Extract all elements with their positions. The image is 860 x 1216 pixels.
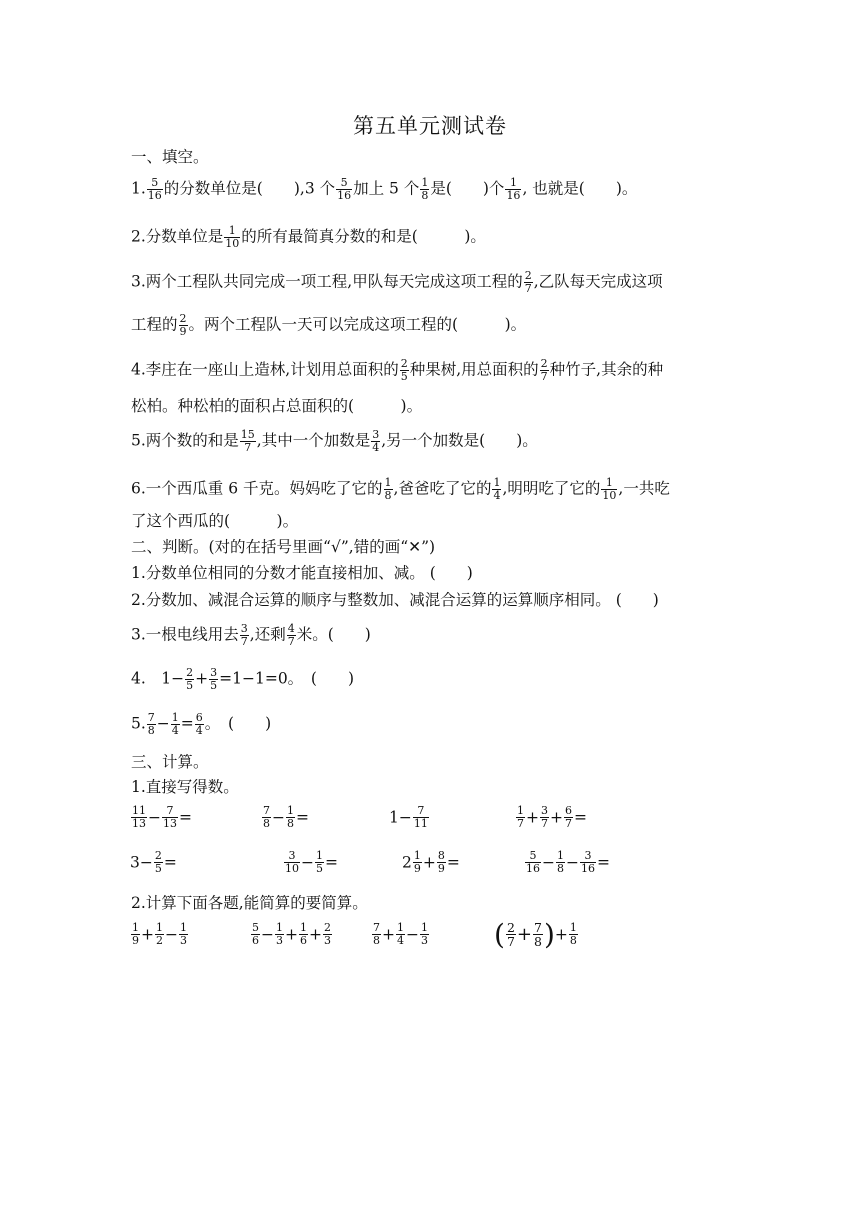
fraction: $\frac{1}{3}$ — [276, 921, 283, 947]
section-judge-heading: 二、判断。(对的在括号里画“√”,错的画“✕”) — [131, 538, 436, 556]
fraction: $\frac{3}{16}$ — [581, 849, 595, 875]
quick-calc-1: $\frac{11}{13}$ − $\frac{7}{13}$ = — [132, 804, 192, 830]
fraction: $\frac{6}{7}$ — [565, 804, 572, 830]
fill-question-6: 6.一个西瓜重 6 千克。妈妈吃了它的 $\frac{1}{8}$ ,爸爸吃了它的 $\frac{1}{4}$ ,明明吃了它的 $\frac{1}{10}$ ,一共吃 — [131, 476, 670, 502]
fraction: $\frac{1}{8}$ — [569, 921, 577, 947]
judge-question-2: 2.分数加、减混合运算的顺序与整数加、减混合运算的运算顺序相同。 ( ) — [131, 591, 659, 609]
fraction: $\frac{2}{3}$ — [324, 921, 331, 947]
fraction: $\frac{7}{13}$ — [163, 804, 177, 830]
fraction: $\frac{2}{5}$ — [154, 849, 162, 875]
judge-question-3: 3.一根电线用去 $\frac{3}{7}$ ,还剩 $\frac{4}{7}$ 米。( ) — [131, 622, 371, 648]
quick-calc-8: $\frac{5}{16}$ − $\frac{1}{8}$ − $\frac{3}{16}$ = — [526, 849, 610, 875]
quick-calc-7: 2 $\frac{1}{9}$ + $\frac{8}{9}$ = — [402, 849, 460, 875]
section-calc-heading: 三、计算。 — [131, 753, 209, 771]
fraction: $\frac{3}{10}$ — [285, 849, 299, 875]
fraction: $\frac{7}{8}$ — [147, 711, 155, 737]
fraction: $\frac{8}{9}$ — [437, 849, 445, 875]
judge-question-4: 4. 1− $\frac{2}{5}$ + $\frac{3}{5}$ =1−1=0。 ( ) — [131, 666, 355, 692]
fraction: $\frac{1}{2}$ — [156, 921, 163, 947]
fill-question-3-cont: 工程的 $\frac{2}{9}$ 。两个工程队一天可以完成这项工程的( )。 — [131, 312, 527, 338]
compute-2: $\frac{5}{6}$ − $\frac{1}{3}$ + $\frac{1}{6}$ + $\frac{2}{3}$ — [252, 921, 331, 947]
fraction: $\frac{3}{7}$ — [240, 622, 248, 648]
fraction: $\frac{5}{16}$ — [337, 176, 352, 202]
fraction: $\frac{5}{16}$ — [147, 176, 162, 202]
fraction: $\frac{1}{10}$ — [225, 224, 240, 250]
fraction: $\frac{1}{10}$ — [602, 476, 617, 502]
quick-calc-5: 3− $\frac{2}{5}$ = — [130, 849, 177, 875]
fraction: $\frac{1}{7}$ — [517, 804, 524, 830]
fraction: $\frac{1}{8}$ — [557, 849, 564, 875]
fraction: $\frac{1}{4}$ — [397, 921, 404, 947]
fraction: $\frac{7}{11}$ — [413, 804, 428, 830]
judge-question-1: 1.分数单位相同的分数才能直接相加、减。 ( ) — [131, 564, 473, 582]
fraction: $\frac{1}{6}$ — [300, 921, 307, 947]
quick-calc-2: $\frac{7}{8}$ − $\frac{1}{8}$ = — [263, 804, 309, 830]
fraction: $\frac{15}{7}$ — [240, 428, 255, 454]
fill-question-1: 1. $\frac{5}{16}$ 的分数单位是( ),3 个 $\frac{5}{16}$ 加上 5 个 $\frac{1}{8}$ 是( )个 $\frac{1}{16}$ , 也就是( )。 — [131, 176, 638, 202]
fraction: $\frac{2}{7}$ — [524, 269, 532, 295]
fraction: $\frac{2}{9}$ — [179, 312, 187, 338]
fraction: $\frac{2}{5}$ — [186, 666, 194, 692]
fraction: $\frac{7}{8}$ — [263, 804, 270, 830]
fill-question-6-cont: 了这个西瓜的( )。 — [131, 512, 299, 530]
fill-question-4: 4.李庄在一座山上造林,计划用总面积的 $\frac{2}{5}$ 种果树,用总面积的 $\frac{2}{7}$ 种竹子,其余的种 — [131, 357, 664, 383]
fraction: $\frac{1}{9}$ — [413, 849, 421, 875]
fraction: $\frac{5}{16}$ — [526, 849, 540, 875]
fill-question-2: 2.分数单位是 $\frac{1}{10}$ 的所有最简真分数的和是( )。 — [131, 224, 486, 250]
fraction: $\frac{1}{8}$ — [287, 804, 294, 830]
compute-1: $\frac{1}{9}$ + $\frac{1}{2}$ − $\frac{1}{3}$ — [132, 921, 187, 947]
quick-calc-6: $\frac{3}{10}$ − $\frac{1}{5}$ = — [285, 849, 338, 875]
compute-4: ( $\frac{2}{7}$ + $\frac{7}{8}$ )+ $\frac{1}{8}$ — [494, 918, 577, 951]
fraction: $\frac{1}{8}$ — [421, 176, 429, 202]
quick-calc-4: $\frac{1}{7}$ + $\frac{3}{7}$ + $\frac{6}{7}$ = — [517, 804, 587, 830]
section-fill-heading: 一、填空。 — [131, 148, 209, 166]
page-title: 第五单元测试卷 — [353, 114, 507, 138]
judge-question-5: 5. $\frac{7}{8}$ − $\frac{1}{4}$ = $\frac{6}{4}$ 。 ( ) — [131, 711, 272, 737]
fraction: $\frac{2}{7}$ — [506, 920, 515, 949]
fraction: $\frac{1}{8}$ — [384, 476, 392, 502]
fraction: $\frac{1}{4}$ — [493, 476, 501, 502]
fill-question-5: 5.两个数的和是 $\frac{15}{7}$ ,其中一个加数是 $\frac{3}{4}$ ,另一个加数是( )。 — [131, 428, 538, 454]
fraction: $\frac{4}{7}$ — [287, 622, 295, 648]
fill-question-3: 3.两个工程队共同完成一项工程,甲队每天完成这项工程的 $\frac{2}{7}$ ,乙队每天完成这项 — [131, 269, 663, 295]
fraction: $\frac{1}{9}$ — [132, 921, 139, 947]
quick-calc-3: 1− $\frac{7}{11}$ — [389, 804, 428, 830]
fraction: $\frac{3}{7}$ — [541, 804, 548, 830]
fraction: $\frac{3}{5}$ — [210, 666, 218, 692]
fraction: $\frac{2}{7}$ — [540, 357, 548, 383]
fraction: $\frac{11}{13}$ — [132, 804, 146, 830]
fraction: $\frac{1}{3}$ — [180, 921, 187, 947]
calc-sub-heading-1: 1.直接写得数。 — [131, 778, 239, 796]
fraction: $\frac{1}{3}$ — [421, 921, 428, 947]
fraction: $\frac{5}{6}$ — [252, 921, 259, 947]
fraction: $\frac{7}{8}$ — [373, 921, 380, 947]
calc-sub-heading-2: 2.计算下面各题,能简算的要简算。 — [131, 894, 368, 912]
fraction: $\frac{7}{8}$ — [533, 920, 542, 949]
compute-3: $\frac{7}{8}$ + $\frac{1}{4}$ − $\frac{1}{3}$ — [373, 921, 428, 947]
fraction: $\frac{6}{4}$ — [195, 711, 203, 737]
fraction: $\frac{1}{4}$ — [171, 711, 179, 737]
fill-question-4-cont: 松柏。种松柏的面积占总面积的( )。 — [131, 397, 423, 415]
fraction: $\frac{1}{16}$ — [506, 176, 521, 202]
fraction: $\frac{1}{5}$ — [316, 849, 323, 875]
fraction: $\frac{2}{5}$ — [400, 357, 408, 383]
fraction: $\frac{3}{4}$ — [372, 428, 380, 454]
